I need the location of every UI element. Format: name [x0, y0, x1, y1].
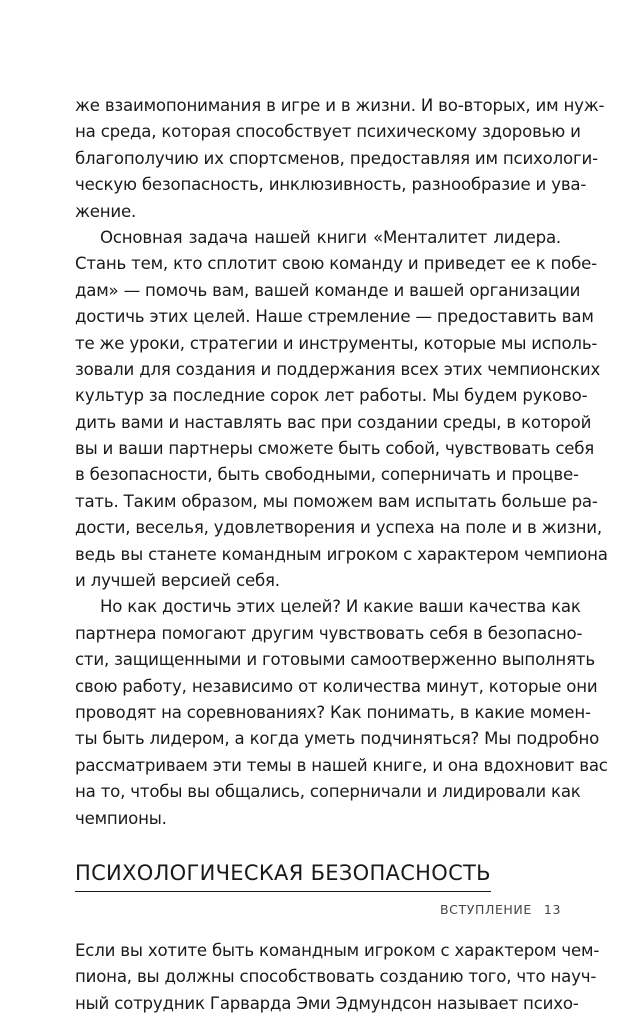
- text-line: сти, защищенными и готовыми самоотверженно выполнять: [75, 650, 595, 670]
- text-line: на среда, которая способствует психическому здоровью и: [75, 122, 581, 142]
- text-line: ведь вы станете командным игроком с характером чемпиона: [75, 544, 608, 564]
- page-number: 13: [543, 902, 561, 917]
- paragraph: [75, 938, 600, 1017]
- text-line: и лучшей версией себя.: [75, 571, 280, 591]
- text-line: дости, веселья, удовлетворения и успеха на поле и в жизни,: [75, 518, 602, 538]
- section-spacer: [75, 832, 561, 858]
- text-line: свою работу, независимо от количества минут, которые они: [75, 676, 598, 696]
- text-line: зовали для создания и поддержания всех этих чемпионских: [75, 359, 601, 379]
- text-line: партнера помогают другим чувствовать себя в безопасно-: [75, 623, 583, 643]
- text-line: тать. Таким образом, мы поможем вам испытать больше ра-: [75, 491, 598, 511]
- text-line: на то, чтобы вы общались, соперничали и лидировали как: [75, 782, 581, 802]
- text-line: достичь этих целей. Наше стремление — предоставить вам: [75, 307, 594, 327]
- chapter-title: ВСТУПЛЕНИЕ: [439, 902, 532, 917]
- page-body: [75, 93, 608, 1017]
- text-line: вы и ваши партнеры сможете быть собой, чувствовать себя: [75, 439, 595, 459]
- text-line: дить вами и наставлять вас при создании среды, в которой: [75, 412, 592, 432]
- text-line: Основная задача нашей книги «Менталитет лидера.: [100, 227, 561, 247]
- text-line: ческую безопасность, инклюзивность, разнообразие и ува-: [75, 175, 587, 195]
- text-line: культур за последние сорок лет работы. Мы будем руково-: [75, 386, 588, 406]
- text-line: Если вы хотите быть командным игроком с характером чем-: [75, 940, 600, 960]
- text-line: те же уроки, стратегии и инструменты, которые мы исполь-: [75, 333, 598, 353]
- text-line: пиона, вы должны способствовать созданию того, что науч-: [75, 967, 597, 987]
- text-line: проводят на соревнованиях? Как понимать, в какие момен-: [75, 702, 591, 722]
- text-line: же взаимопонимания в игре и в жизни. И во-вторых, им нуж-: [75, 96, 605, 115]
- paragraph: [75, 225, 608, 594]
- paragraph: [75, 93, 605, 225]
- text-line: в безопасности, быть свободными, соперничать и процве-: [75, 465, 579, 485]
- text-line: ты быть лидером, а когда уметь подчиняться? Мы подробно: [75, 729, 600, 749]
- text-line: чемпионы.: [75, 808, 167, 828]
- text-line: Стань тем, кто сплотит свою команду и приведет ее к побе-: [75, 254, 597, 274]
- text-line: благополучию их спортсменов, предоставляя им психологи-: [75, 148, 598, 168]
- text-line: рассматриваем эти темы в нашей книге, и она вдохновит вас: [75, 755, 608, 775]
- text-line: дам» — помочь вам, вашей команде и вашей организации: [75, 280, 581, 300]
- paragraph: [75, 594, 608, 832]
- text-line: Но как достичь этих целей? И какие ваши качества как: [100, 597, 581, 617]
- running-footer: [440, 902, 561, 917]
- text-line: жение.: [75, 201, 137, 221]
- section-heading: ПСИХОЛОГИЧЕСКАЯ БЕЗОПАСНОСТЬ: [75, 858, 491, 892]
- text-line: ный сотрудник Гарварда Эми Эдмундсон называет психо-: [75, 993, 579, 1013]
